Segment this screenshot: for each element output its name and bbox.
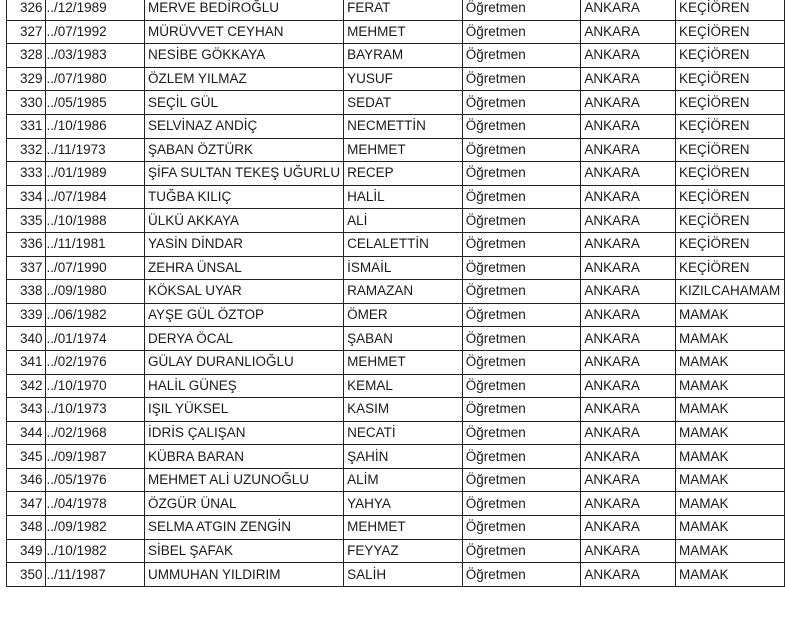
father-name-cell: ALİM <box>344 468 463 492</box>
full-name-cell: IŞIL YÜKSEL <box>145 398 344 422</box>
table-row <box>7 280 785 304</box>
district-cell: KEÇİÖREN <box>675 0 784 20</box>
full-name-cell: MÜRÜVVET CEYHAN <box>145 20 344 44</box>
birth-date-cell: ../10/1970 <box>45 374 144 398</box>
birth-date-cell: ../01/1989 <box>45 162 144 186</box>
birth-date-cell: ../10/1973 <box>45 398 144 422</box>
full-name-cell: YASİN DİNDAR <box>145 232 344 256</box>
row-number-cell: 346 <box>7 468 46 492</box>
personnel-table <box>6 0 785 587</box>
table-row <box>7 44 785 68</box>
full-name-cell: İDRİS ÇALIŞAN <box>145 421 344 445</box>
full-name-cell: ŞABAN ÖZTÜRK <box>145 138 344 162</box>
row-number-cell: 349 <box>7 539 46 563</box>
father-name-cell: ALİ <box>344 209 463 233</box>
birth-date-cell: ../05/1985 <box>45 91 144 115</box>
full-name-cell: SELVİNAZ ANDİÇ <box>145 114 344 138</box>
full-name-cell: DERYA ÖCAL <box>145 327 344 351</box>
occupation-cell: Öğretmen <box>462 209 581 233</box>
father-name-cell: MEHMET <box>344 350 463 374</box>
district-cell: KEÇİÖREN <box>675 256 784 280</box>
birth-date-cell: ../03/1983 <box>45 44 144 68</box>
occupation-cell: Öğretmen <box>462 350 581 374</box>
table-row <box>7 563 785 587</box>
father-name-cell: MEHMET <box>344 20 463 44</box>
province-cell: ANKARA <box>581 256 676 280</box>
birth-date-cell: ../02/1968 <box>45 421 144 445</box>
row-number-cell: 330 <box>7 91 46 115</box>
table-row <box>7 91 785 115</box>
row-number-cell: 326 <box>7 0 46 20</box>
occupation-cell: Öğretmen <box>462 114 581 138</box>
row-number-cell: 343 <box>7 398 46 422</box>
father-name-cell: BAYRAM <box>344 44 463 68</box>
table-row <box>7 256 785 280</box>
birth-date-cell: ../07/1992 <box>45 20 144 44</box>
row-number-cell: 333 <box>7 162 46 186</box>
birth-date-cell: ../09/1982 <box>45 516 144 540</box>
father-name-cell: FERAT <box>344 0 463 20</box>
district-cell: MAMAK <box>675 421 784 445</box>
occupation-cell: Öğretmen <box>462 492 581 516</box>
full-name-cell: GÜLAY DURANLIOĞLU <box>145 350 344 374</box>
birth-date-cell: ../12/1989 <box>45 0 144 20</box>
father-name-cell: ŞAHİN <box>344 445 463 469</box>
district-cell: MAMAK <box>675 398 784 422</box>
table-row <box>7 492 785 516</box>
district-cell: MAMAK <box>675 492 784 516</box>
table-row <box>7 445 785 469</box>
province-cell: ANKARA <box>581 91 676 115</box>
birth-date-cell: ../05/1976 <box>45 468 144 492</box>
district-cell: MAMAK <box>675 445 784 469</box>
occupation-cell: Öğretmen <box>462 421 581 445</box>
district-cell: KEÇİÖREN <box>675 209 784 233</box>
table-row <box>7 114 785 138</box>
occupation-cell: Öğretmen <box>462 539 581 563</box>
birth-date-cell: ../09/1980 <box>45 280 144 304</box>
birth-date-cell: ../07/1984 <box>45 185 144 209</box>
province-cell: ANKARA <box>581 374 676 398</box>
birth-date-cell: ../04/1978 <box>45 492 144 516</box>
birth-date-cell: ../06/1982 <box>45 303 144 327</box>
full-name-cell: ZEHRA ÜNSAL <box>145 256 344 280</box>
table-row <box>7 67 785 91</box>
full-name-cell: ÖZLEM YILMAZ <box>145 67 344 91</box>
row-number-cell: 342 <box>7 374 46 398</box>
full-name-cell: SİBEL ŞAFAK <box>145 539 344 563</box>
table-row <box>7 209 785 233</box>
province-cell: ANKARA <box>581 209 676 233</box>
full-name-cell: MEHMET ALİ UZUNOĞLU <box>145 468 344 492</box>
province-cell: ANKARA <box>581 162 676 186</box>
district-cell: MAMAK <box>675 303 784 327</box>
table-row <box>7 468 785 492</box>
birth-date-cell: ../01/1974 <box>45 327 144 351</box>
district-cell: KEÇİÖREN <box>675 67 784 91</box>
district-cell: MAMAK <box>675 539 784 563</box>
occupation-cell: Öğretmen <box>462 20 581 44</box>
district-cell: MAMAK <box>675 516 784 540</box>
father-name-cell: CELALETTİN <box>344 232 463 256</box>
province-cell: ANKARA <box>581 138 676 162</box>
province-cell: ANKARA <box>581 232 676 256</box>
row-number-cell: 340 <box>7 327 46 351</box>
father-name-cell: KEMAL <box>344 374 463 398</box>
table-body <box>7 0 785 586</box>
table-row <box>7 185 785 209</box>
father-name-cell: HALİL <box>344 185 463 209</box>
table-row <box>7 327 785 351</box>
district-cell: KIZILCAHAMAM <box>675 280 784 304</box>
occupation-cell: Öğretmen <box>462 138 581 162</box>
full-name-cell: HALİL GÜNEŞ <box>145 374 344 398</box>
row-number-cell: 332 <box>7 138 46 162</box>
birth-date-cell: ../10/1988 <box>45 209 144 233</box>
full-name-cell: ÖZGÜR ÜNAL <box>145 492 344 516</box>
occupation-cell: Öğretmen <box>462 398 581 422</box>
occupation-cell: Öğretmen <box>462 162 581 186</box>
row-number-cell: 336 <box>7 232 46 256</box>
province-cell: ANKARA <box>581 44 676 68</box>
father-name-cell: YUSUF <box>344 67 463 91</box>
district-cell: KEÇİÖREN <box>675 138 784 162</box>
father-name-cell: NECMETTİN <box>344 114 463 138</box>
row-number-cell: 338 <box>7 280 46 304</box>
full-name-cell: ŞİFA SULTAN TEKEŞ UĞURLU <box>145 162 344 186</box>
province-cell: ANKARA <box>581 20 676 44</box>
occupation-cell: Öğretmen <box>462 91 581 115</box>
province-cell: ANKARA <box>581 114 676 138</box>
father-name-cell: İSMAİL <box>344 256 463 280</box>
province-cell: ANKARA <box>581 398 676 422</box>
full-name-cell: NESİBE GÖKKAYA <box>145 44 344 68</box>
birth-date-cell: ../07/1980 <box>45 67 144 91</box>
full-name-cell: SEÇİL GÜL <box>145 91 344 115</box>
full-name-cell: UMMUHAN YILDIRIM <box>145 563 344 587</box>
table-row <box>7 350 785 374</box>
table-row <box>7 421 785 445</box>
province-cell: ANKARA <box>581 563 676 587</box>
province-cell: ANKARA <box>581 539 676 563</box>
row-number-cell: 329 <box>7 67 46 91</box>
occupation-cell: Öğretmen <box>462 374 581 398</box>
occupation-cell: Öğretmen <box>462 67 581 91</box>
birth-date-cell: ../11/1987 <box>45 563 144 587</box>
district-cell: MAMAK <box>675 468 784 492</box>
occupation-cell: Öğretmen <box>462 445 581 469</box>
full-name-cell: KÜBRA BARAN <box>145 445 344 469</box>
province-cell: ANKARA <box>581 445 676 469</box>
province-cell: ANKARA <box>581 516 676 540</box>
father-name-cell: RAMAZAN <box>344 280 463 304</box>
district-cell: MAMAK <box>675 350 784 374</box>
district-cell: KEÇİÖREN <box>675 44 784 68</box>
district-cell: MAMAK <box>675 563 784 587</box>
district-cell: KEÇİÖREN <box>675 162 784 186</box>
row-number-cell: 334 <box>7 185 46 209</box>
birth-date-cell: ../11/1981 <box>45 232 144 256</box>
father-name-cell: ÖMER <box>344 303 463 327</box>
row-number-cell: 339 <box>7 303 46 327</box>
full-name-cell: KÖKSAL UYAR <box>145 280 344 304</box>
father-name-cell: MEHMET <box>344 516 463 540</box>
table-row <box>7 539 785 563</box>
table-row <box>7 162 785 186</box>
district-cell: MAMAK <box>675 374 784 398</box>
occupation-cell: Öğretmen <box>462 563 581 587</box>
occupation-cell: Öğretmen <box>462 0 581 20</box>
row-number-cell: 328 <box>7 44 46 68</box>
province-cell: ANKARA <box>581 492 676 516</box>
row-number-cell: 345 <box>7 445 46 469</box>
father-name-cell: SEDAT <box>344 91 463 115</box>
row-number-cell: 327 <box>7 20 46 44</box>
province-cell: ANKARA <box>581 280 676 304</box>
table-row <box>7 138 785 162</box>
district-cell: KEÇİÖREN <box>675 232 784 256</box>
birth-date-cell: ../11/1973 <box>45 138 144 162</box>
district-cell: KEÇİÖREN <box>675 114 784 138</box>
occupation-cell: Öğretmen <box>462 468 581 492</box>
birth-date-cell: ../09/1987 <box>45 445 144 469</box>
full-name-cell: MERVE BEDİROĞLU <box>145 0 344 20</box>
row-number-cell: 335 <box>7 209 46 233</box>
father-name-cell: ŞABAN <box>344 327 463 351</box>
full-name-cell: SELMA ATGIN ZENGİN <box>145 516 344 540</box>
full-name-cell: AYŞE GÜL ÖZTOP <box>145 303 344 327</box>
occupation-cell: Öğretmen <box>462 516 581 540</box>
province-cell: ANKARA <box>581 185 676 209</box>
birth-date-cell: ../10/1986 <box>45 114 144 138</box>
father-name-cell: YAHYA <box>344 492 463 516</box>
table-row <box>7 516 785 540</box>
district-cell: MAMAK <box>675 327 784 351</box>
table-row <box>7 374 785 398</box>
full-name-cell: TUĞBA KILIÇ <box>145 185 344 209</box>
occupation-cell: Öğretmen <box>462 256 581 280</box>
father-name-cell: MEHMET <box>344 138 463 162</box>
row-number-cell: 350 <box>7 563 46 587</box>
occupation-cell: Öğretmen <box>462 185 581 209</box>
province-cell: ANKARA <box>581 421 676 445</box>
occupation-cell: Öğretmen <box>462 303 581 327</box>
row-number-cell: 347 <box>7 492 46 516</box>
district-cell: KEÇİÖREN <box>675 91 784 115</box>
province-cell: ANKARA <box>581 350 676 374</box>
province-cell: ANKARA <box>581 468 676 492</box>
birth-date-cell: ../02/1976 <box>45 350 144 374</box>
province-cell: ANKARA <box>581 303 676 327</box>
table-row <box>7 303 785 327</box>
occupation-cell: Öğretmen <box>462 280 581 304</box>
full-name-cell: ÜLKÜ AKKAYA <box>145 209 344 233</box>
father-name-cell: FEYYAZ <box>344 539 463 563</box>
occupation-cell: Öğretmen <box>462 232 581 256</box>
row-number-cell: 341 <box>7 350 46 374</box>
birth-date-cell: ../07/1990 <box>45 256 144 280</box>
district-cell: KEÇİÖREN <box>675 185 784 209</box>
table-row <box>7 232 785 256</box>
row-number-cell: 331 <box>7 114 46 138</box>
province-cell: ANKARA <box>581 67 676 91</box>
occupation-cell: Öğretmen <box>462 44 581 68</box>
row-number-cell: 348 <box>7 516 46 540</box>
province-cell: ANKARA <box>581 327 676 351</box>
row-number-cell: 337 <box>7 256 46 280</box>
table-row <box>7 0 785 20</box>
row-number-cell: 344 <box>7 421 46 445</box>
occupation-cell: Öğretmen <box>462 327 581 351</box>
father-name-cell: NECATİ <box>344 421 463 445</box>
father-name-cell: SALİH <box>344 563 463 587</box>
table-row <box>7 20 785 44</box>
father-name-cell: RECEP <box>344 162 463 186</box>
table-row <box>7 398 785 422</box>
district-cell: KEÇİÖREN <box>675 20 784 44</box>
birth-date-cell: ../10/1982 <box>45 539 144 563</box>
province-cell: ANKARA <box>581 0 676 20</box>
father-name-cell: KASIM <box>344 398 463 422</box>
